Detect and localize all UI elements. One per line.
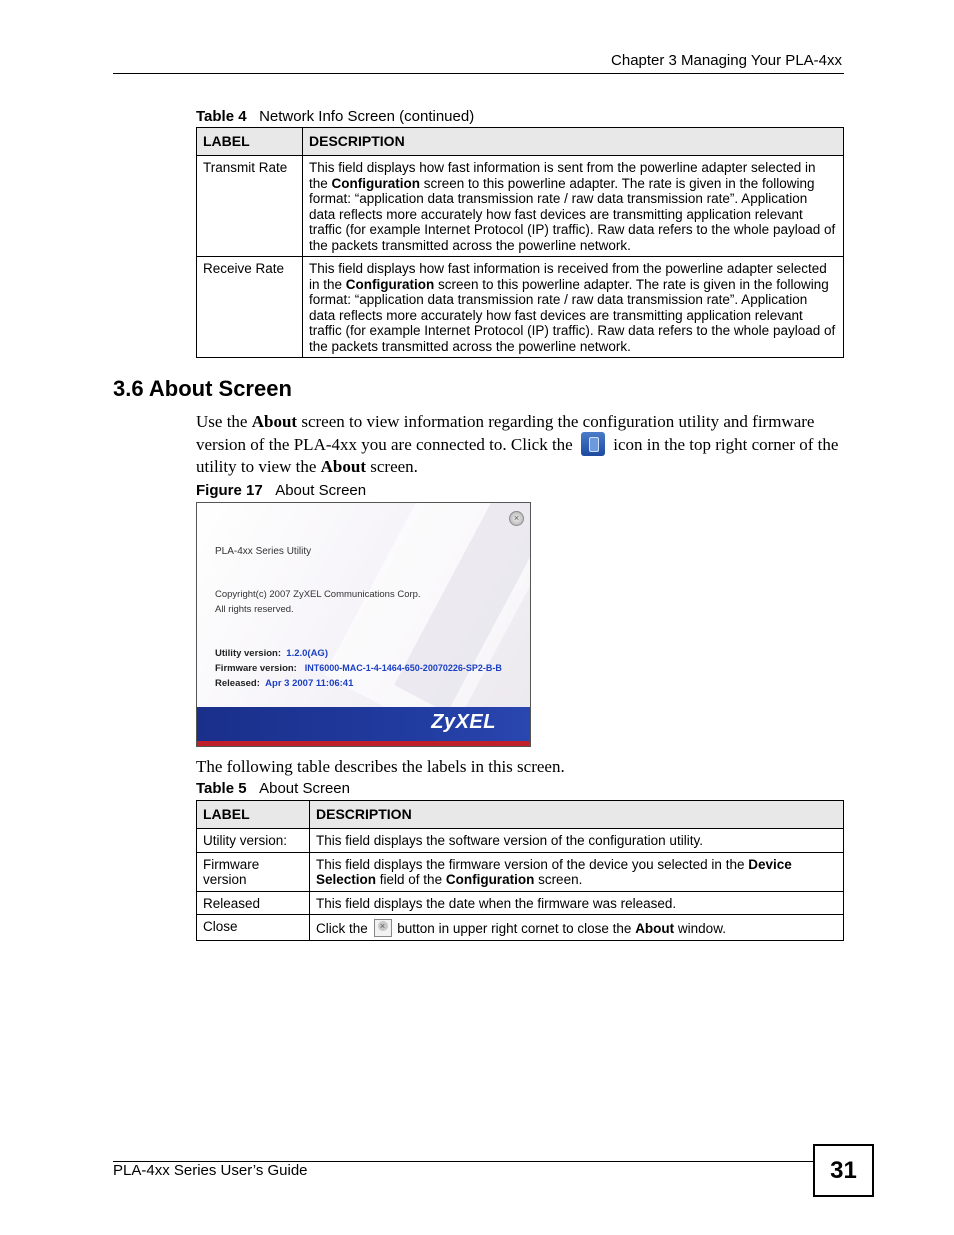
figure17-caption-label: Figure 17 [196, 482, 263, 499]
desc-text: screen. [534, 872, 583, 887]
table5-header-description: DESCRIPTION [310, 801, 844, 829]
figure17-caption [196, 482, 366, 499]
table5-cell-description: This field displays the date when the firmware was released. [310, 891, 844, 915]
table-row [197, 852, 844, 891]
desc-text: window. [674, 921, 726, 936]
table4-cell-description [303, 257, 844, 358]
table5-caption-label: Table 5 [196, 780, 247, 797]
intro-text: screen. [366, 457, 418, 476]
about-window [196, 502, 531, 747]
released-row [215, 678, 353, 689]
desc-text: button in upper right cornet to close the [393, 921, 636, 936]
table5-cell-description [310, 915, 844, 941]
firmware-version-label: Firmware version: [215, 663, 297, 674]
utility-version-label: Utility version: [215, 648, 281, 659]
desc-text: This field displays how fast information is received from the powerline adapter selected in the [309, 261, 827, 292]
desc-bold: Configuration [345, 276, 435, 292]
table-row [197, 915, 844, 941]
intro-text: Use the [196, 412, 252, 431]
running-header: Chapter 3 Managing Your PLA-4xx [611, 52, 842, 69]
table4-header-label: LABEL [197, 128, 303, 156]
table5-caption-title: About Screen [259, 780, 350, 797]
utility-version-row [215, 648, 328, 659]
close-icon[interactable]: × [509, 511, 524, 526]
intro-paragraph [196, 411, 844, 477]
table5-cell-description [310, 852, 844, 891]
table5-cell-label: Firmware version [197, 852, 310, 891]
following-text: The following table describes the labels in this screen. [196, 757, 565, 776]
desc-text: Click the [316, 921, 372, 936]
intro-bold: About [251, 412, 298, 431]
table4 [196, 127, 844, 358]
table4-cell-label: Transmit Rate [197, 156, 303, 257]
desc-bold: Device Selection [316, 856, 792, 887]
table4-header-description: DESCRIPTION [303, 128, 844, 156]
copyright-text: Copyright(c) 2007 ZyXEL Communications Corp. [215, 589, 421, 600]
desc-text: This field displays the firmware version of the device you selected in the [316, 856, 749, 872]
about-icon [581, 432, 605, 456]
table5-cell-label: Released [197, 891, 310, 915]
intro-text: screen to view information regarding the configuration utility and firmware version of the PLA-4xx you are connected to. Click the [196, 412, 815, 454]
utility-version-value: 1.2.0(AG) [286, 648, 328, 659]
header-rule [113, 73, 844, 74]
intro-text: icon in the top right corner of the utility to view the [196, 435, 839, 476]
app-title: PLA-4xx Series Utility [215, 546, 312, 557]
released-label: Released: [215, 678, 260, 689]
table5 [196, 800, 844, 941]
table4-caption-title: Network Info Screen (continued) [259, 108, 475, 125]
section-title: 3.6 About Screen [113, 376, 292, 401]
table-row [197, 891, 844, 915]
table4-cell-label: Receive Rate [197, 257, 303, 358]
figure17-caption-title: About Screen [275, 482, 367, 499]
brand-stripe [197, 741, 530, 746]
table5-cell-label: Close [197, 915, 310, 941]
desc-text: screen to this powerline adapter. The rate is given in the following format: “application data transmission rate / raw data transmission rate”. Application data reflects more accurately how fast devices are transmitting application relevant traffic (for example Internet Protocol (IP) traffic). Raw data refers to the whole payload of the packets transmitted across the powerline network. [309, 276, 836, 354]
close-button-icon [374, 919, 392, 937]
desc-bold: Configuration [331, 175, 421, 191]
zyxel-logo: ZyXEL [431, 711, 496, 733]
table4-caption-label: Table 4 [196, 108, 247, 125]
table5-header-label: LABEL [197, 801, 310, 829]
table5-cell-description: This field displays the software version of the configuration utility. [310, 829, 844, 853]
table4-cell-description [303, 156, 844, 257]
firmware-version-value: INT6000-MAC-1-4-1464-650-20070226-SP2-B-B [304, 663, 502, 673]
desc-bold: About [635, 921, 675, 936]
table-row [197, 257, 844, 358]
desc-bold: Configuration [445, 872, 535, 887]
desc-text: This field displays how fast information is sent from the powerline adapter selected in the [309, 160, 816, 191]
table4-caption [196, 108, 474, 125]
table-row [197, 156, 844, 257]
table-row [197, 829, 844, 853]
table5-caption [196, 780, 350, 797]
rights-text: All rights reserved. [215, 604, 294, 615]
firmware-version-row [215, 663, 502, 674]
released-value: Apr 3 2007 11:06:41 [265, 678, 354, 689]
desc-text: field of the [376, 872, 446, 887]
intro-bold: About [320, 457, 367, 476]
desc-text: screen to this powerline adapter. The rate is given in the following format: “application data transmission rate / raw data transmission rate”. Application data reflects more accurately how fast devices are transmitting application relevant traffic (for example Internet Protocol (IP) traffic). Raw data refers to the whole payload of the packets transmitted across the powerline network. [309, 175, 836, 253]
footer-guide-title: PLA-4xx Series User’s Guide [113, 1162, 308, 1179]
page-number: 31 [813, 1144, 874, 1197]
table5-cell-label: Utility version: [197, 829, 310, 853]
